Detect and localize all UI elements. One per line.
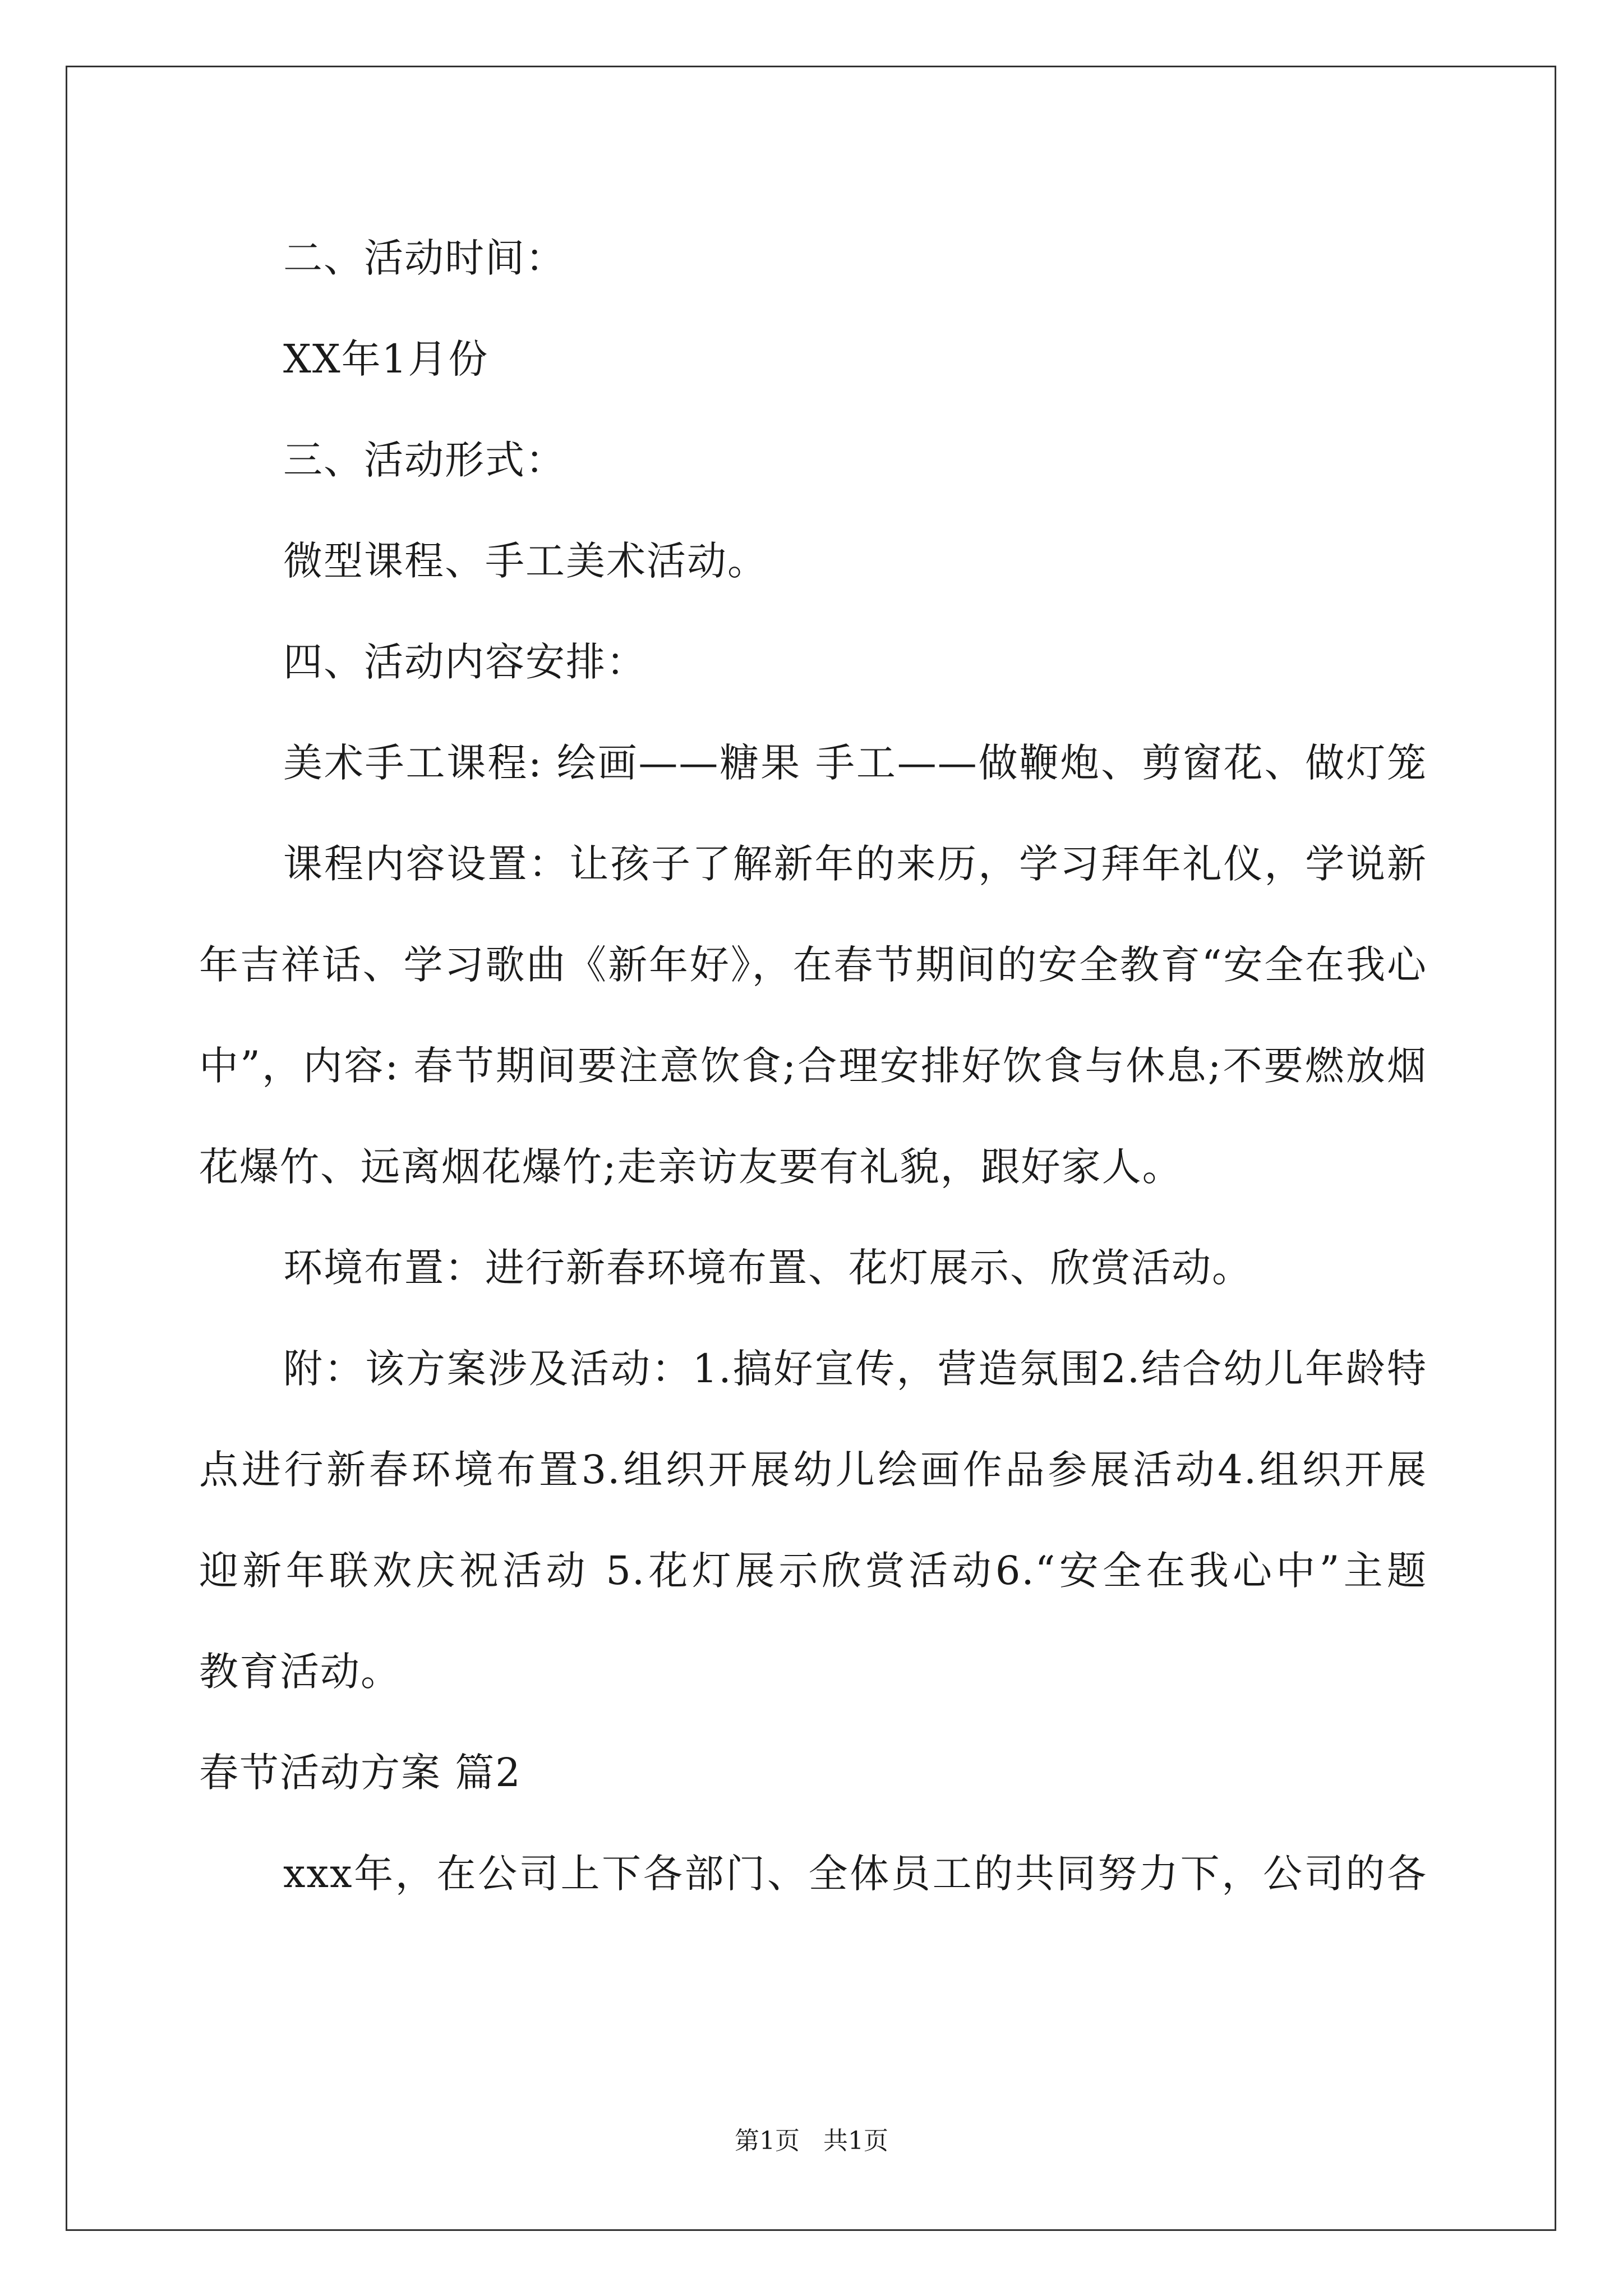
paragraph-art-course: 美术手工课程: 绘画——糖果 手工——做鞭炮、剪窗花、做灯笼 [283, 740, 1427, 786]
paragraph-part2-intro: xxx年，在公司上下各部门、全体员工的共同努力下，公司的各 [283, 1851, 1427, 1897]
page-number-current: 第1页 [735, 2127, 800, 2155]
page-number-total: 共1页 [823, 2127, 888, 2155]
section-heading-time: 二、活动时间： [283, 235, 566, 281]
paragraph-course-setup-line4: 花爆竹、远离烟花爆竹;走亲访友要有礼貌，跟好家人。 [199, 1144, 1183, 1190]
paragraph-appendix-line2: 点进行新春环境布置3.组织开展幼儿绘画作品参展活动4.组织开展 [199, 1447, 1427, 1493]
paragraph-course-setup-line2: 年吉祥话、学习歌曲《新年好》，在春节期间的安全教育“安全在我心 [199, 942, 1427, 988]
paragraph-course-setup-line1: 课程内容设置：让孩子了解新年的来历，学习拜年礼仪，学说新 [283, 841, 1427, 887]
section-heading-content: 四、活动内容安排： [283, 639, 647, 685]
paragraph-appendix-line1: 附：该方案涉及活动：1.搞好宣传，营造氛围2.结合幼儿年龄特 [283, 1346, 1427, 1392]
page-footer [0, 2129, 1623, 2154]
paragraph-appendix-line4: 教育活动。 [199, 1649, 401, 1695]
section-title-part2: 春节活动方案 篇2 [199, 1750, 522, 1796]
paragraph-form: 微型课程、手工美术活动。 [283, 538, 768, 584]
paragraph-environment: 环境布置：进行新春环境布置、花灯展示、欣赏活动。 [283, 1245, 1252, 1291]
paragraph-course-setup-line3: 中”，内容: 春节期间要注意饮食;合理安排好饮食与休息;不要燃放烟 [199, 1043, 1427, 1089]
paragraph-appendix-line3: 迎新年联欢庆祝活动 5.花灯展示欣赏活动6.“安全在我心中”主题 [199, 1548, 1427, 1594]
paragraph-time: XX年1月份 [283, 336, 489, 382]
section-heading-form: 三、活动形式： [283, 437, 566, 483]
